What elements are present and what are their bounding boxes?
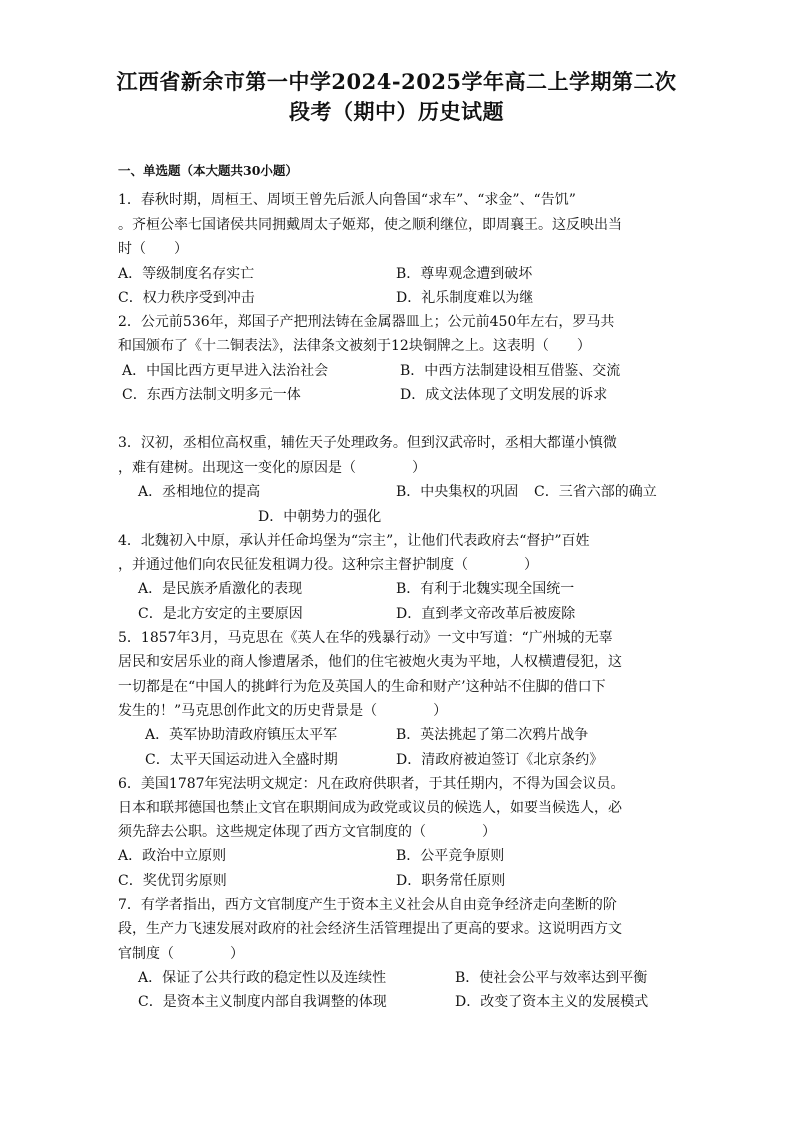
option-a: A．等级制度名存实亡 [118,266,255,282]
question-text-line: 7．有学者指出，西方文官制度产生于资本主义社会从自由竞争经济走向垄断的阶 [118,897,617,913]
question-text-line: 官制度（ ） [118,946,244,962]
option-b: B．使社会公平与效率达到平衡 [455,970,648,986]
option-d: D．中朝势力的强化 [258,509,382,525]
option-a: A．丞相地位的提高 [138,484,261,500]
question-text-line: 一切都是在“中国人的挑衅行为危及英国人的生命和财产’这种站不住脚的借口下 [118,679,606,695]
question-text-line: 1．春秋时期，周桓王、周顷王曾先后派人向鲁国“求车”、“求金”、“告饥” [118,192,576,208]
question-text-line: 日本和联邦德国也禁止文官在职期间成为政党或议员的候选人，如要当候选人，必 [118,800,622,816]
title-line-1: 江西省新余市第一中学2024-2025学年高二上学期第二次 [116,69,677,94]
option-c: C．是北方安定的主要原因 [138,606,303,622]
question-text-line: 时（ ） [118,241,188,257]
question-text-line: 发生的！”马克思创作此文的历史背景是（ ） [118,703,448,719]
question-text-line: 和国颁布了《十二铜表法》，法律条文被刻于12块铜牌之上。这表明（ ） [118,338,591,354]
option-c: C．权力秩序受到冲击 [118,290,255,306]
option-c: C．东西方法制文明多元一体 [122,387,301,403]
question-text-line: 居民和安居乐业的商人惨遭屠杀，他们的住宅被炮火夷为平地，人权横遭侵犯，这 [118,654,622,670]
option-d: D．成文法体现了文明发展的诉求 [400,387,608,403]
question-text-line: 6．美国1787年宪法明文规定：凡在政府供职者，于其任期内，不得为国会议员。 [118,776,625,792]
option-a: A．英军协助清政府镇压太平军 [145,727,338,743]
question-text-line: 。齐桓公率七国诸侯共同拥戴周太子姬郑，使之顺利继位，即周襄王。这反映出当 [118,217,622,233]
option-a: A．中国比西方更早进入法治社会 [122,363,329,379]
option-a: A．保证了公共行政的稳定性以及连续性 [138,970,387,986]
option-c: C．太平天国运动进入全盛时期 [145,752,338,768]
option-d: D．礼乐制度难以为继 [396,290,534,306]
question-text-line: ，并通过他们向农民征发租调力役。这种宗主督护制度（ ） [118,557,538,573]
option-b: B．有利于北魏实现全国统一 [396,581,575,597]
question-text-line: 须先辞去公职。这些规定体现了西方文官制度的（ ） [118,824,496,840]
option-d: D．直到孝文帝改革后被废除 [396,606,576,622]
option-b: B．中央集权的巩固 [396,484,519,500]
option-a: A．是民族矛盾激化的表现 [138,581,303,597]
option-d: D．改变了资本主义的发展模式 [455,994,649,1010]
option-b: B．英法挑起了第二次鸦片战争 [396,727,589,743]
question-text-line: 2．公元前536年，郑国子产把刑法铸在金属器皿上；公元前450年左右，罗马共 [118,314,615,330]
question-text-line: ，难有建树。出现这一变化的原因是（ ） [118,460,426,476]
option-b: B．公平竞争原则 [396,848,505,864]
question-text-line: 4．北魏初入中原，承认并任命坞堡为“宗主”，让他们代表政府去“督护”百姓 [118,533,590,549]
question-text-line: 3．汉初，丞相位高权重，辅佐天子处理政务。但到汉武帝时，丞相大都谨小慎微 [118,435,617,451]
option-c: C．是资本主义制度内部自我调整的体现 [138,994,387,1010]
option-c: C．三省六部的确立 [534,484,657,500]
title-line-2: 段考（期中）历史试题 [289,99,504,124]
section-heading: 一、单选题（本大题共30小题） [118,163,298,178]
option-d: D．清政府被迫签订《北京条约》 [396,752,604,768]
option-c: C．奖优罚劣原则 [118,873,227,889]
option-b: B．中西方法制建设相互借鉴、交流 [400,363,621,379]
option-b: B．尊卑观念遭到破坏 [396,266,533,282]
option-a: A．政治中立原则 [118,848,227,864]
question-text-line: 5．1857年3月，马克思在《英人在华的残暴行动》一文中写道：“广州城的无辜 [118,630,613,646]
option-d: D．职务常任原则 [396,873,506,889]
question-text-line: 段，生产力飞速发展对政府的社会经济生活管理提出了更高的要求。这说明西方文 [118,921,622,937]
